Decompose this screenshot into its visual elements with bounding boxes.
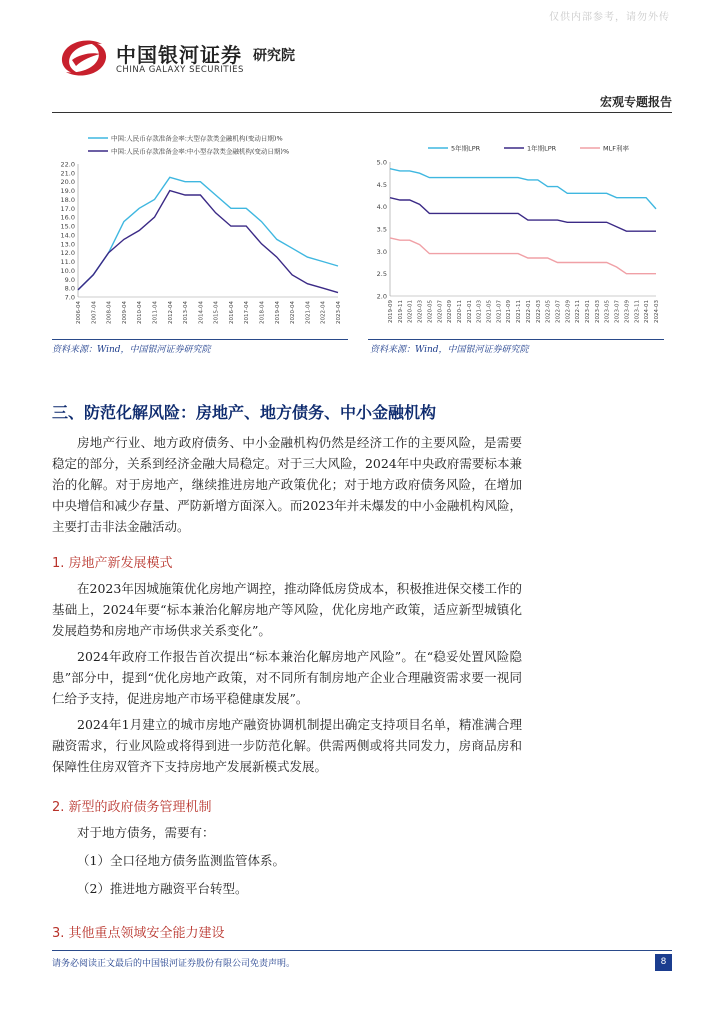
- x-tick-label: 2009-04: [121, 301, 128, 324]
- y-tick-label: 4.0: [376, 203, 387, 212]
- x-tick-label: 2019-09: [388, 300, 394, 323]
- series-line: [78, 191, 338, 293]
- x-tick-label: 2013-04: [183, 301, 190, 324]
- x-tick-label: 2023-05: [604, 300, 611, 323]
- company-logo: [58, 38, 308, 80]
- x-tick-label: 2023-11: [634, 300, 641, 323]
- section-intro: 房地产行业、地方政府债务、中小金融机构仍然是经济工作的主要风险，是需要稳定的部分，关系到经济金融大局稳定。对于三大风险，2024年中央政府需要标本兼治的化解。对于房地产，继续推进房地产政策优化；对于地方政府债务风险，在增加中央增信和减少存量、严防新增方面深入。而2023年并未爆发的中小金融机构风险，主要打击非法金融活动。: [52, 435, 522, 534]
- legend-label: 中国:人民币存款准备金率:中小型存款类金融机构(变动日期)%: [111, 147, 290, 156]
- x-tick-label: 2019-04: [274, 301, 281, 324]
- y-tick-label: 7.0: [64, 293, 75, 302]
- y-tick-label: 12.0: [60, 249, 75, 258]
- y-tick-label: 11.0: [60, 258, 75, 267]
- x-tick-label: 2023-07: [614, 300, 621, 323]
- x-tick-label: 2006-04: [76, 301, 82, 324]
- x-tick-label: 2021-05: [486, 300, 493, 323]
- x-tick-label: 2020-07: [437, 300, 444, 323]
- x-tick-label: 2023-03: [594, 300, 601, 323]
- y-tick-label: 14.0: [60, 231, 75, 240]
- y-tick-label: 20.0: [60, 178, 75, 187]
- lpr-chart-svg: [368, 124, 664, 338]
- legend-label: 中国:人民币存款准备金率:大型存款类金融机构(变动日期)%: [111, 134, 283, 143]
- x-tick-label: 2018-04: [259, 301, 266, 324]
- chart-source-right: 资料来源：Wind，中国银河证券研究院: [370, 345, 529, 355]
- x-tick-label: 2021-01: [466, 300, 473, 323]
- x-tick-label: 2021-07: [496, 300, 503, 323]
- y-tick-label: 4.5: [376, 180, 387, 189]
- x-tick-label: 2023-01: [585, 300, 592, 323]
- x-tick-label: 2020-05: [427, 300, 434, 323]
- x-tick-label: 2010-04: [137, 301, 144, 324]
- series-line: [390, 198, 656, 232]
- y-tick-label: 3.0: [376, 247, 387, 256]
- logo-chinese-name: 中国银河证券: [116, 43, 242, 67]
- x-tick-label: 2022-11: [575, 300, 582, 323]
- logo-english-name: CHINA GALAXY SECURITIES: [116, 65, 244, 75]
- paragraph: 2024年1月建立的城市房地产融资协调机制提出确定支持项目名单，精准满合理融资需求，行业风险或将得到进一步防范化解。供需两侧或将共同发力，房商品房和保障性住房双管齐下支持房地产发展新模式发展。: [52, 717, 522, 774]
- x-tick-label: 2008-04: [106, 301, 113, 324]
- x-tick-label: 2020-11: [456, 300, 463, 323]
- x-tick-label: 2016-04: [228, 301, 235, 324]
- y-tick-label: 18.0: [60, 195, 75, 204]
- series-line: [78, 177, 338, 290]
- paragraph: 在2023年因城施策优化房地产调控，推动降低房贷成本，积极推进保交楼工作的基础上，2024年要“标本兼治化解房地产等风险，优化房地产政策，适应新型城镇化发展趋势和房地产市场供求关系变化”。: [52, 581, 522, 638]
- y-tick-label: 13.0: [60, 240, 75, 249]
- x-tick-label: 2021-03: [476, 300, 483, 323]
- disclaimer-note: 请务必阅读正文最后的中国银河证券股份有限公司免责声明。: [52, 959, 296, 969]
- galaxy-logo-icon: [58, 38, 110, 78]
- chart-source-left: 资料来源：Wind，中国银河证券研究院: [52, 345, 211, 355]
- x-tick-label: 2022-03: [535, 300, 542, 323]
- x-tick-label: 2020-01: [407, 300, 414, 323]
- x-tick-label: 2014-04: [198, 301, 205, 324]
- x-tick-label: 2023-09: [624, 300, 631, 323]
- paragraph: 对于地方债务，需要有：: [77, 825, 215, 840]
- x-tick-label: 2022-09: [565, 300, 572, 323]
- x-tick-label: 2022-04: [320, 301, 327, 324]
- x-tick-label: 2020-03: [417, 300, 424, 323]
- section-title: 三、防范化解风险：房地产、地方债务、中小金融机构: [52, 403, 437, 422]
- x-tick-label: 2007-04: [91, 301, 98, 324]
- rrr-chart-svg: [52, 124, 348, 338]
- x-tick-label: 2021-09: [506, 300, 513, 323]
- x-tick-label: 2023-04: [336, 301, 342, 324]
- y-tick-label: 16.0: [60, 213, 75, 222]
- y-tick-label: 17.0: [60, 204, 75, 213]
- y-tick-label: 2.5: [376, 270, 387, 279]
- watermark: 仅供内部参考，请勿外传: [549, 12, 670, 23]
- page-number: 8: [655, 954, 672, 971]
- subsection-title-1: 1. 房地产新发展模式: [52, 556, 173, 571]
- chart-bottom-rule: [52, 339, 348, 340]
- y-tick-label: 15.0: [60, 222, 75, 231]
- legend-label: 5年期LPR: [451, 144, 481, 153]
- x-tick-label: 2015-04: [213, 301, 220, 324]
- x-tick-label: 2017-04: [244, 301, 251, 324]
- x-tick-label: 2021-11: [516, 300, 523, 323]
- x-tick-label: 2022-05: [545, 300, 552, 323]
- series-line: [390, 169, 656, 209]
- x-tick-label: 2019-11: [397, 300, 404, 323]
- list-item: （2）推进地方融资平台转型。: [77, 881, 248, 896]
- y-tick-label: 5.0: [376, 158, 387, 167]
- lpr-chart: [368, 124, 664, 340]
- chart-bottom-rule: [368, 339, 664, 340]
- legend-label: MLF利率: [603, 144, 629, 153]
- x-tick-label: 2020-09: [447, 300, 454, 323]
- report-type: 宏观专题报告: [599, 95, 672, 109]
- y-tick-label: 9.0: [64, 275, 75, 284]
- y-tick-label: 19.0: [60, 187, 75, 196]
- rrr-chart: [52, 124, 348, 340]
- footer-divider: [52, 950, 672, 951]
- x-tick-label: 2021-04: [305, 301, 312, 324]
- y-tick-label: 22.0: [60, 160, 75, 169]
- legend-label: 1年期LPR: [527, 144, 557, 153]
- subsection-title-3: 3. 其他重点领域安全能力建设: [52, 926, 225, 941]
- y-tick-label: 10.0: [60, 266, 75, 275]
- series-line: [390, 238, 656, 274]
- x-tick-label: 2024-03: [654, 300, 660, 323]
- paragraph: 2024年政府工作报告首次提出“标本兼治化解房地产风险”。在“稳妥处置风险隐患”部分中，提到“优化房地产政策，对不同所有制房地产企业合理融资需求要一视同仁给予支持，促进房地产市场平稳健康发展”。: [52, 649, 522, 706]
- header-divider: [52, 112, 672, 113]
- y-tick-label: 2.0: [376, 292, 387, 301]
- x-tick-label: 2012-04: [167, 301, 174, 324]
- institute-name: 研究院: [253, 48, 295, 64]
- x-tick-label: 2022-07: [555, 300, 562, 323]
- list-item: （1）全口径地方债务监测监管体系。: [77, 853, 285, 868]
- y-tick-label: 21.0: [60, 169, 75, 178]
- x-tick-label: 2011-04: [152, 301, 159, 324]
- x-tick-label: 2022-01: [525, 300, 532, 323]
- y-tick-label: 8.0: [64, 284, 75, 293]
- x-tick-label: 2024-01: [644, 300, 651, 323]
- subsection-title-2: 2. 新型的政府债务管理机制: [52, 800, 212, 815]
- x-tick-label: 2020-04: [290, 301, 297, 324]
- y-tick-label: 3.5: [376, 225, 387, 234]
